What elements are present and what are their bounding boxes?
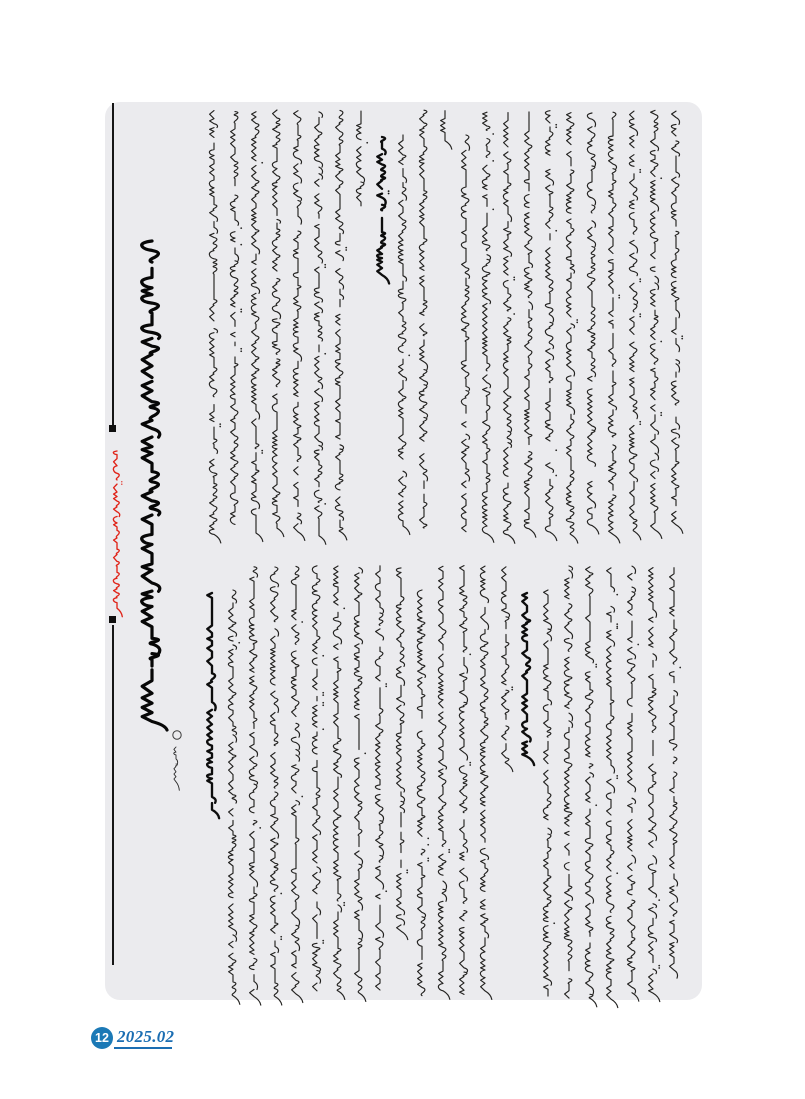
- byline-circle-marker: [173, 731, 181, 739]
- page-number-badge: [91, 1027, 113, 1049]
- author-byline-column: [173, 731, 181, 791]
- red-kicker-column: [113, 451, 122, 617]
- issue-date: 2025.02: [117, 1027, 175, 1046]
- body-text-band-2: [207, 566, 681, 1008]
- page-number: 12: [95, 1031, 109, 1045]
- issue-date-underline: [114, 1047, 172, 1049]
- body-text-band-1: [209, 110, 683, 544]
- article-title-column: [142, 241, 167, 730]
